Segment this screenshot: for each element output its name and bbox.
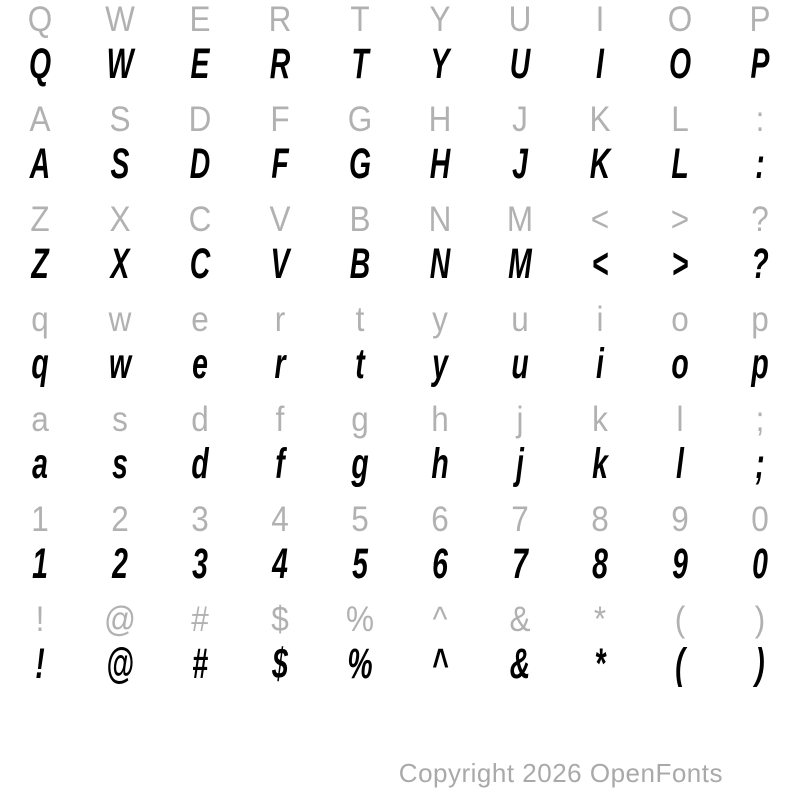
reference-glyph: e	[191, 300, 209, 339]
specimen-row	[0, 40, 800, 88]
specimen-glyph: g	[351, 439, 369, 488]
specimen-row-pair-uppercase-3	[0, 200, 800, 300]
reference-glyph: N	[428, 200, 452, 239]
specimen-glyph: o	[671, 339, 689, 388]
specimen-glyph: ^	[431, 639, 449, 688]
reference-glyph: (	[674, 600, 686, 639]
specimen-glyph: Y	[430, 39, 450, 88]
reference-glyph: J	[512, 100, 528, 139]
reference-glyph: S	[109, 100, 131, 139]
specimen-glyph: q	[31, 339, 49, 388]
specimen-glyph: k	[592, 439, 608, 488]
reference-glyph: t	[355, 300, 365, 339]
reference-glyph: k	[592, 400, 608, 439]
specimen-glyph: 6	[432, 539, 448, 588]
specimen-row-pair-uppercase-2	[0, 100, 800, 200]
specimen-glyph: B	[349, 239, 371, 288]
reference-glyph: d	[191, 400, 209, 439]
specimen-glyph: :	[755, 139, 765, 188]
specimen-glyph: >	[671, 239, 689, 288]
specimen-glyph: 9	[672, 539, 688, 588]
reference-glyph: l	[676, 400, 684, 439]
reference-glyph: 1	[31, 500, 49, 539]
specimen-glyph: ?	[751, 239, 769, 288]
specimen-row	[0, 140, 800, 188]
specimen-glyph: w	[108, 339, 132, 388]
specimen-glyph: H	[429, 139, 451, 188]
reference-glyph: >	[670, 200, 690, 239]
reference-glyph: O	[667, 0, 693, 39]
specimen-glyph: #	[192, 639, 208, 688]
reference-row	[0, 100, 800, 140]
specimen-glyph: O	[668, 39, 692, 88]
specimen-glyph: 8	[592, 539, 608, 588]
specimen-glyph: !	[35, 639, 45, 688]
specimen-glyph: j	[516, 439, 524, 488]
specimen-glyph: U	[509, 39, 531, 88]
reference-row	[0, 500, 800, 540]
specimen-glyph: r	[274, 339, 286, 388]
reference-glyph: s	[112, 400, 128, 439]
reference-glyph: T	[350, 0, 370, 39]
specimen-glyph: ;	[755, 439, 765, 488]
footer	[399, 758, 723, 789]
reference-glyph: 2	[111, 500, 129, 539]
reference-glyph: j	[516, 400, 524, 439]
reference-glyph: p	[751, 300, 769, 339]
reference-glyph: g	[351, 400, 369, 439]
specimen-glyph: $	[272, 639, 288, 688]
reference-glyph: u	[511, 300, 529, 339]
reference-glyph: W	[105, 0, 135, 39]
reference-row	[0, 200, 800, 240]
reference-glyph: 9	[671, 500, 689, 539]
reference-glyph: ;	[755, 400, 765, 439]
reference-glyph: 8	[591, 500, 609, 539]
specimen-row-pair-symbols	[0, 600, 800, 700]
specimen-glyph: K	[589, 139, 611, 188]
specimen-row-pair-lowercase-2	[0, 400, 800, 500]
specimen-glyph: Q	[28, 39, 52, 88]
specimen-glyph: *	[594, 639, 606, 688]
specimen-glyph: E	[190, 39, 210, 88]
reference-glyph: &	[509, 600, 531, 639]
reference-glyph: %	[345, 600, 375, 639]
reference-glyph: )	[754, 600, 766, 639]
specimen-glyph: 0	[752, 539, 768, 588]
specimen-glyph: 5	[352, 539, 368, 588]
specimen-glyph: a	[32, 439, 48, 488]
reference-row	[0, 600, 800, 640]
reference-glyph: q	[31, 300, 49, 339]
specimen-glyph: h	[431, 439, 449, 488]
specimen-glyph: X	[110, 239, 130, 288]
reference-glyph: 0	[751, 500, 769, 539]
reference-glyph: w	[108, 300, 132, 339]
specimen-glyph: )	[755, 639, 765, 688]
reference-glyph: V	[269, 200, 291, 239]
reference-glyph: f	[275, 400, 285, 439]
specimen-glyph: i	[596, 339, 604, 388]
reference-glyph: A	[29, 100, 51, 139]
specimen-glyph: A	[29, 139, 51, 188]
specimen-glyph: J	[512, 139, 528, 188]
specimen-row-pair-lowercase-1	[0, 300, 800, 400]
specimen-glyph: 4	[272, 539, 288, 588]
reference-glyph: h	[431, 400, 449, 439]
specimen-glyph: V	[270, 239, 290, 288]
specimen-glyph: 3	[192, 539, 208, 588]
specimen-glyph: l	[676, 439, 684, 488]
reference-glyph: 7	[511, 500, 529, 539]
reference-glyph: @	[104, 600, 136, 639]
reference-glyph: Z	[30, 200, 50, 239]
specimen-row	[0, 440, 800, 488]
specimen-row	[0, 340, 800, 388]
specimen-glyph: y	[432, 339, 448, 388]
specimen-glyph: T	[351, 39, 369, 88]
specimen-row	[0, 540, 800, 588]
specimen-glyph: I	[596, 39, 604, 88]
reference-row	[0, 300, 800, 340]
reference-glyph: a	[31, 400, 49, 439]
specimen-glyph: M	[508, 239, 532, 288]
copyright-text: Copyright 2026 OpenFonts	[398, 758, 723, 788]
reference-glyph: I	[595, 0, 605, 39]
specimen-glyph: e	[192, 339, 208, 388]
reference-glyph: X	[109, 200, 131, 239]
specimen-glyph: (	[675, 639, 685, 688]
specimen-glyph: G	[348, 139, 372, 188]
specimen-row-pair-uppercase-1	[0, 0, 800, 100]
reference-glyph: r	[274, 300, 286, 339]
reference-glyph: K	[589, 100, 611, 139]
reference-glyph: G	[347, 100, 373, 139]
reference-glyph: Y	[429, 0, 451, 39]
reference-glyph: <	[590, 200, 610, 239]
specimen-glyph: &	[509, 639, 531, 688]
reference-glyph: R	[268, 0, 292, 39]
reference-glyph: $	[271, 600, 289, 639]
reference-glyph: #	[191, 600, 209, 639]
reference-glyph: E	[189, 0, 211, 39]
specimen-glyph: F	[271, 139, 289, 188]
specimen-glyph: L	[671, 139, 689, 188]
specimen-glyph: C	[189, 239, 211, 288]
specimen-row	[0, 240, 800, 288]
reference-glyph: 6	[431, 500, 449, 539]
reference-glyph: 3	[191, 500, 209, 539]
specimen-row-pair-digits	[0, 500, 800, 600]
specimen-glyph: t	[355, 339, 365, 388]
specimen-glyph: S	[110, 139, 130, 188]
specimen-glyph: 7	[512, 539, 528, 588]
reference-glyph: 4	[271, 500, 289, 539]
reference-glyph: ^	[432, 600, 448, 639]
reference-glyph: D	[188, 100, 212, 139]
reference-glyph: H	[428, 100, 452, 139]
reference-glyph: :	[755, 100, 765, 139]
reference-glyph: U	[508, 0, 532, 39]
specimen-glyph: N	[429, 239, 451, 288]
specimen-glyph: <	[591, 239, 609, 288]
reference-glyph: B	[349, 200, 371, 239]
reference-glyph: C	[188, 200, 212, 239]
specimen-glyph: P	[750, 39, 770, 88]
specimen-glyph: 2	[112, 539, 128, 588]
reference-glyph: M	[506, 200, 534, 239]
reference-glyph: F	[270, 100, 290, 139]
specimen-glyph: %	[347, 639, 373, 688]
specimen-row	[0, 640, 800, 688]
reference-glyph: *	[593, 600, 607, 639]
reference-glyph: o	[671, 300, 689, 339]
reference-glyph: i	[596, 300, 604, 339]
specimen-glyph: R	[269, 39, 291, 88]
specimen-glyph: @	[106, 639, 134, 688]
specimen-glyph: u	[511, 339, 529, 388]
specimen-glyph: f	[275, 439, 285, 488]
reference-row	[0, 400, 800, 440]
reference-glyph: L	[671, 100, 689, 139]
specimen-glyph: p	[751, 339, 769, 388]
specimen-glyph: Z	[31, 239, 49, 288]
reference-glyph: 5	[351, 500, 369, 539]
reference-row	[0, 0, 800, 40]
specimen-glyph: D	[189, 139, 211, 188]
specimen-glyph: d	[191, 439, 209, 488]
specimen-glyph: 1	[32, 539, 48, 588]
reference-glyph: !	[35, 600, 45, 639]
reference-glyph: y	[432, 300, 448, 339]
reference-glyph: ?	[751, 200, 769, 239]
specimen-glyph: s	[112, 439, 128, 488]
reference-glyph: Q	[27, 0, 53, 39]
specimen-glyph: W	[106, 39, 134, 88]
reference-glyph: P	[749, 0, 771, 39]
